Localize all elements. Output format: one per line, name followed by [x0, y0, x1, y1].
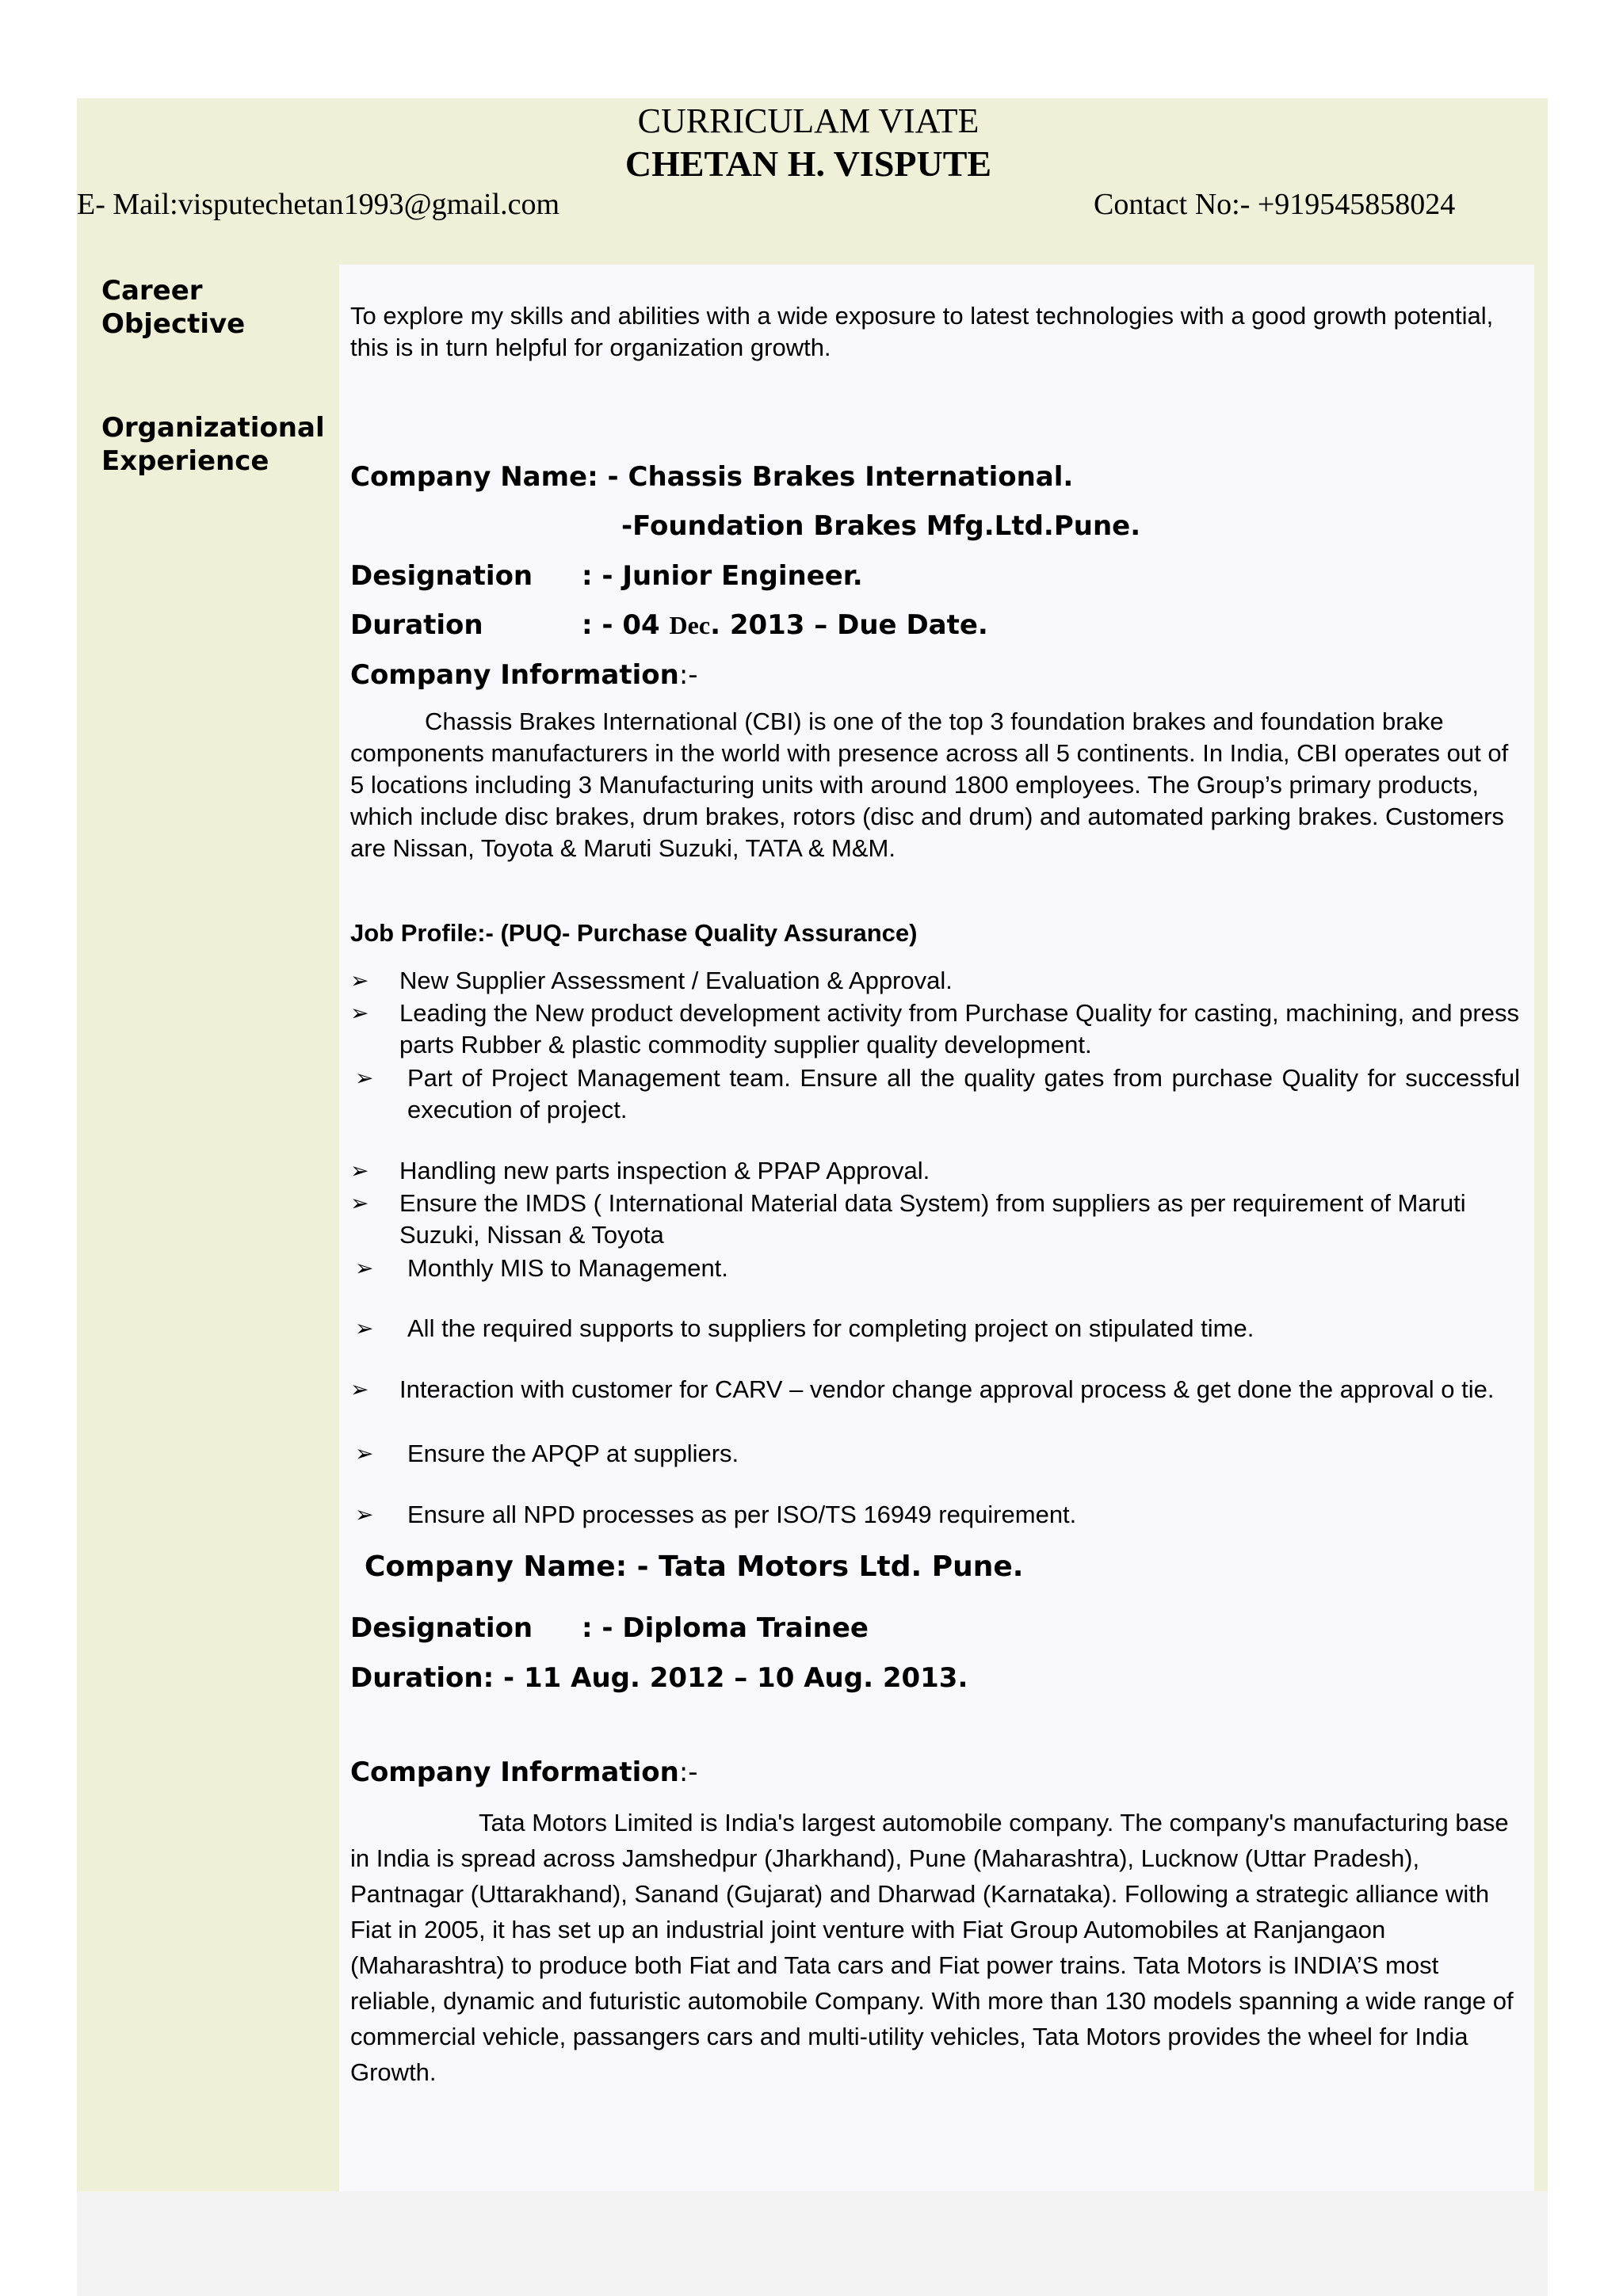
company2-info-heading: Company Information:- [350, 1756, 698, 1788]
company1-name: Company Name: - Chassis Brakes International. [350, 461, 1074, 493]
arrowhead-bullet-icon: ➢ [355, 1315, 374, 1341]
arrowhead-bullet-icon: ➢ [350, 967, 369, 994]
document-title: CURRICULAM VIATE [637, 101, 980, 140]
section-label-organizational-experience: Organizational Experience [101, 412, 325, 477]
company1-info-heading: Company Information:- [350, 659, 698, 691]
arrowhead-bullet-icon: ➢ [350, 1000, 369, 1026]
resume-header [77, 98, 1548, 265]
company1-subname: -Foundation Brakes Mfg.Ltd.Pune. [621, 510, 1141, 542]
company1-designation-value: : - Junior Engineer. [582, 560, 863, 592]
arrowhead-bullet-icon: ➢ [350, 1376, 369, 1402]
candidate-name: CHETAN H. VISPUTE [624, 143, 992, 184]
company1-duration-label: Duration [350, 609, 483, 641]
content-panel: To explore my skills and abilities with a wide exposure to latest technologies with a good growth potential, this is in turn helpful for organization growth. Company Name: - Chassis Brakes International. -Foundation Brakes Mfg.Ltd.Pune. Designation : - Junior Engineer. Duration : - 04 Dec. 2013 – Due Date. Company Information:- Chassis Brakes International (CBI) is one of the top 3 foundation brakes and foundation brake components manufacturers in the world with presence across all 5 continents. In India, CBI operates out of 5 locations including 3 Manufacturing units with around 1800 employees. The Group’s primary products, which include disc brakes, drum brakes, rotors (disc and drum) and automated parking brakes. Customers are Nissan, Toyota & Maruti Suzuki, TATA & M&M. Job Profile:- (PUQ- Purchase Quality Assurance) ➢ New Supplier Assessment / Evaluation & Approval. ➢ Leading the New product development activity from Purchase Quality for casting, machining, and press parts Rubber & plastic commodity supplier quality development. ➢ Part of Project Management team. Ensure all the quality gates from purchase Quality for successful execution of project. ➢ Handling new parts inspection & PPAP Approval. ➢ Ensure the IMDS ( International Material data System) from suppliers as per requirement of Maruti Suzuki, Nissan & Toyota ➢ Monthly MIS to Management. ➢ All the required supports to suppliers for completing project on stipulated time. ➢ Interaction with customer for CARV – vendor change approval process & get done the approval o tie. ➢ Ensure the APQP at suppliers. ➢ Ensure all NPD processes as per ISO/TS 16949 requirement. Company Name: - Tata Motors Ltd. Pune. Designation : - Diploma Trainee Duration: - 11 Aug. 2012 – 10 Aug. 2013. Company Information:- Tata Motors Limited is India's largest automobile company. The company's manufacturing base in India is spread across Jamshedpur (Jharkhand), Pune (Maharashtra), Lucknow (Uttar Pradesh), Pantnagar (Uttarakhand), Sanand (Gujarat) and Dharwad (Karnataka). Following a strategic alliance with Fiat in 2005, it has set up an industrial joint venture with Fiat Group Automobiles at Ranjangaon (Maharashtra) to produce both Fiat and Tata cars and Fiat power trains. Tata Motors is INDIA’S most reliable, dynamic and futuristic automobile Company. With more than 130 models spanning a wide range of commercial vehicle, passangers cars and multi-utility vehicles, Tata Motors provides the wheel for India Growth. [339, 265, 1534, 2191]
job-profile-heading: Job Profile:- (PUQ- Purchase Quality Assurance) [350, 919, 918, 947]
company2-name: Company Name: - Tata Motors Ltd. Pune. [365, 1550, 1024, 1583]
company1-designation-label: Designation [350, 560, 533, 592]
arrowhead-bullet-icon: ➢ [350, 1158, 369, 1184]
company1-info-text: Chassis Brakes International (CBI) is one of the top 3 foundation brakes and foundation brake components manufacturers in the world with presence across all 5 continents. In India, CBI operates out of 5 locations including 3 Manufacturing units with around 1800 employees. The Group’s primary products, which include disc brakes, drum brakes, rotors (disc and drum) and automated parking brakes. Customers are Nissan, Toyota & Maruti Suzuki, TATA & M&M. [350, 707, 1509, 862]
arrowhead-bullet-icon: ➢ [355, 1065, 374, 1091]
company2-designation-value: : - Diploma Trainee [582, 1612, 869, 1644]
arrowhead-bullet-icon: ➢ [355, 1501, 374, 1527]
contact-number: Contact No:- +919545858024 [1094, 188, 1456, 221]
arrowhead-bullet-icon: ➢ [350, 1190, 369, 1216]
email-line[interactable]: E- Mail:visputechetan1993@gmail.com [77, 188, 560, 221]
page-footer-band [77, 2191, 1548, 2296]
company2-designation-label: Designation [350, 1612, 533, 1644]
arrowhead-bullet-icon: ➢ [355, 1255, 374, 1281]
section-label-career-objective: Career Objective [101, 275, 246, 340]
company2-duration: Duration: - 11 Aug. 2012 – 10 Aug. 2013. [350, 1662, 968, 1694]
career-objective-text: To explore my skills and abilities with a wide exposure to latest technologies with a good growth potential, this is in turn helpful for organization growth. [350, 302, 1494, 361]
company1-duration-value: : - 04 Dec. 2013 – Due Date. [582, 609, 988, 641]
arrowhead-bullet-icon: ➢ [355, 1440, 374, 1466]
company2-info-text: Tata Motors Limited is India's largest automobile company. The company's manufacturing base in India is spread across Jamshedpur (Jharkhand), Pune (Maharashtra), Lucknow (Uttar Pradesh), Pantnagar (Uttarakhand), Sanand (Gujarat) and Dharwad (Karnataka). Following a strategic alliance with Fiat in 2005, it has set up an industrial joint venture with Fiat Group Automobiles at Ranjangaon (Maharashtra) to produce both Fiat and Tata cars and Fiat power trains. Tata Motors is INDIA’S most reliable, dynamic and futuristic automobile Company. With more than 130 models spanning a wide range of commercial vehicle, passangers cars and multi-utility vehicles, Tata Motors provides the wheel for India Growth. [350, 1809, 1514, 2086]
